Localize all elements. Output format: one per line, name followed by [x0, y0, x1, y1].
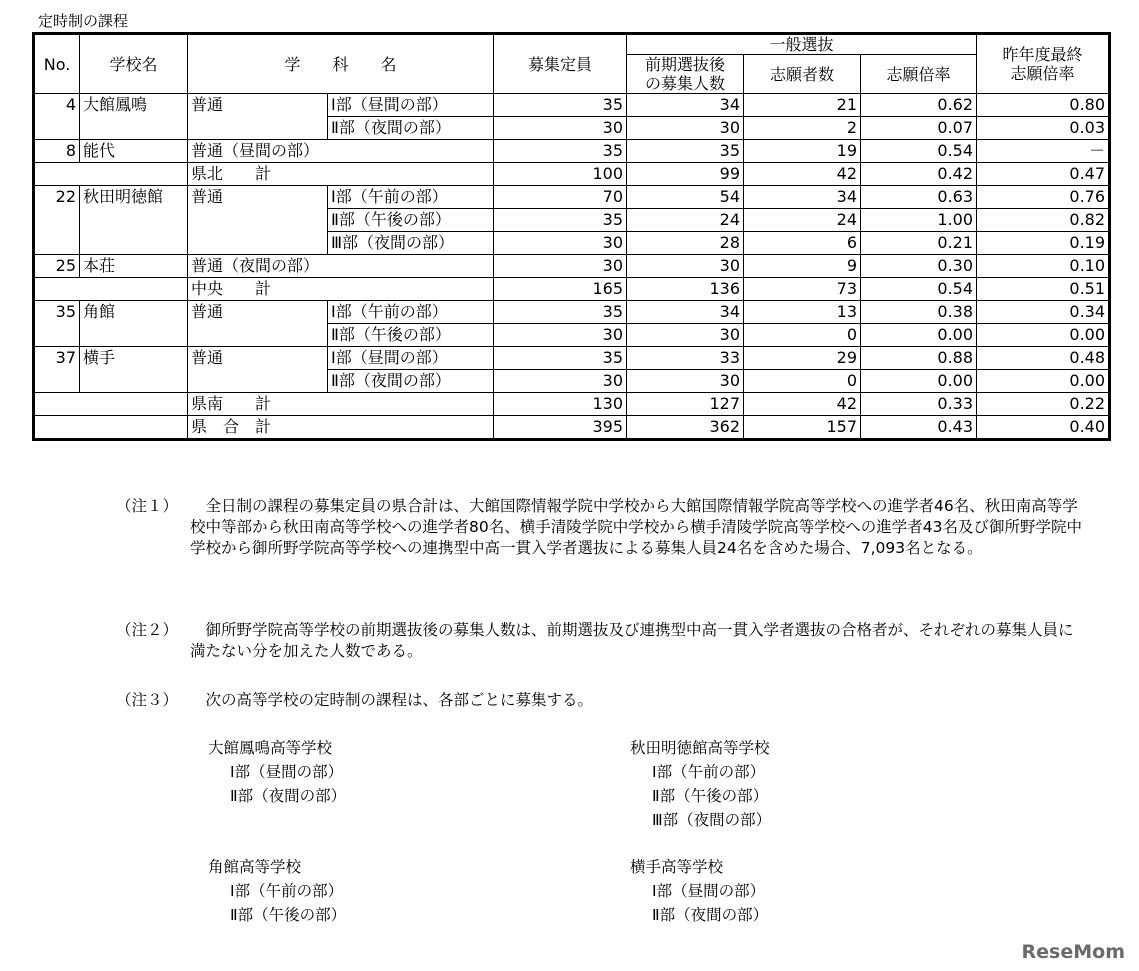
- header-school: 学校名: [80, 35, 188, 94]
- note-label: （注１）: [116, 497, 179, 515]
- capacity: 395: [494, 416, 627, 439]
- after-early: 127: [627, 393, 744, 416]
- ratio: 0.63: [861, 186, 977, 209]
- dept-akita-meitokukan: [630, 736, 771, 832]
- applicants: 42: [744, 393, 861, 416]
- applicants: 157: [744, 416, 861, 439]
- ratio: 0.42: [861, 163, 977, 186]
- note-label: （注２）: [116, 621, 179, 639]
- course: 普通（昼間の部）: [188, 140, 494, 163]
- applicants: 2: [744, 117, 861, 140]
- dept-part: Ⅲ部（夜間の部）: [652, 811, 772, 829]
- dept-part: Ⅱ部（夜間の部）: [230, 787, 347, 805]
- dept-school: 秋田明徳館高等学校: [630, 739, 770, 757]
- course: 普通: [188, 186, 328, 255]
- dept-part: Ⅰ部（午前の部）: [230, 882, 344, 900]
- header-general: 一般選抜: [627, 35, 977, 55]
- part: Ⅲ部（夜間の部）: [328, 232, 494, 255]
- capacity: 70: [494, 186, 627, 209]
- dept-part: Ⅰ部（午前の部）: [652, 763, 766, 781]
- note-text: 御所野学院高等学校の前期選抜後の募集人数は、前期選抜及び連携型中高一貫入学者選抜の合格者が、それぞれの募集人員に満たない分を加えた人数である。: [190, 621, 1074, 660]
- ratio: 0.88: [861, 347, 977, 370]
- last-ratio: 0.00: [977, 324, 1109, 347]
- capacity: 100: [494, 163, 627, 186]
- header-last-ratio: 昨年度最終 志願倍率: [977, 35, 1109, 94]
- school-name: 角館: [80, 301, 188, 347]
- after-early: 99: [627, 163, 744, 186]
- after-early: 54: [627, 186, 744, 209]
- table-row: [35, 186, 1109, 209]
- after-early: 136: [627, 278, 744, 301]
- dept-part: Ⅱ部（午後の部）: [230, 906, 347, 924]
- part: Ⅱ部（夜間の部）: [328, 370, 494, 393]
- part: Ⅱ部（午後の部）: [328, 209, 494, 232]
- table-row: [35, 140, 1109, 163]
- after-early: 35: [627, 140, 744, 163]
- ratio: 0.00: [861, 370, 977, 393]
- applicants: 29: [744, 347, 861, 370]
- dept-part: Ⅰ部（昼間の部）: [230, 763, 344, 781]
- header-capacity: 募集定員: [494, 35, 627, 94]
- dept-school: 大館鳳鳴高等学校: [208, 739, 333, 757]
- capacity: 30: [494, 232, 627, 255]
- ratio: 0.38: [861, 301, 977, 324]
- applicants: 42: [744, 163, 861, 186]
- dept-part: Ⅱ部（午後の部）: [652, 787, 769, 805]
- after-early: 33: [627, 347, 744, 370]
- subtotal-row: [35, 163, 1109, 186]
- table-row: [35, 347, 1109, 370]
- ratio: 1.00: [861, 209, 977, 232]
- last-ratio: 0.00: [977, 370, 1109, 393]
- enrollment-table: [34, 34, 1109, 439]
- school-name: 横手: [80, 347, 188, 393]
- capacity: 165: [494, 278, 627, 301]
- total-row: [35, 416, 1109, 439]
- header-ratio: 志願倍率: [861, 55, 977, 94]
- last-ratio: 0.51: [977, 278, 1109, 301]
- header-applicants: 志願者数: [744, 55, 861, 94]
- header-no: No.: [35, 35, 80, 94]
- after-early: 362: [627, 416, 744, 439]
- subtotal-row: [35, 278, 1109, 301]
- page-title: 定時制の課程: [38, 12, 129, 30]
- applicants: 13: [744, 301, 861, 324]
- resemom-logo: ReseMom: [1021, 941, 1125, 963]
- applicants: 34: [744, 186, 861, 209]
- ratio: 0.54: [861, 278, 977, 301]
- subtotal-label: 中央 計: [188, 278, 494, 301]
- last-ratio: 0.47: [977, 163, 1109, 186]
- after-early: 24: [627, 209, 744, 232]
- after-early: 34: [627, 94, 744, 117]
- school-name: 大館鳳鳴: [80, 94, 188, 140]
- part: Ⅱ部（午後の部）: [328, 324, 494, 347]
- capacity: 30: [494, 255, 627, 278]
- last-ratio: 0.19: [977, 232, 1109, 255]
- applicants: 24: [744, 209, 861, 232]
- last-ratio: 0.22: [977, 393, 1109, 416]
- course: 普通（夜間の部）: [188, 255, 494, 278]
- capacity: 35: [494, 140, 627, 163]
- after-early: 30: [627, 117, 744, 140]
- part: Ⅱ部（夜間の部）: [328, 117, 494, 140]
- last-ratio: 0.34: [977, 301, 1109, 324]
- after-early: 30: [627, 324, 744, 347]
- after-early: 30: [627, 370, 744, 393]
- table-row: [35, 94, 1109, 117]
- dept-yokote: [630, 855, 768, 927]
- last-ratio: －: [977, 140, 1109, 163]
- after-early: 34: [627, 301, 744, 324]
- school-no: 35: [35, 301, 80, 347]
- school-no: 22: [35, 186, 80, 255]
- ratio: 0.62: [861, 94, 977, 117]
- applicants: 0: [744, 324, 861, 347]
- school-name: 秋田明徳館: [80, 186, 188, 255]
- ratio: 0.43: [861, 416, 977, 439]
- course: 普通: [188, 301, 328, 347]
- table-row: [35, 301, 1109, 324]
- note-text: 全日制の課程の募集定員の県合計は、大館国際情報学院中学校から大館国際情報学院高等学校への進学者46名、秋田南高等学校中等部から秋田南高等学校への進学者80名、横手清陵学院中学校から横手清陵学院高等学校への進学者43名及び御所野学院中学校から御所野学院高等学校への連携型中高一貫入学者選抜による募集人員24名を含めた場合、7,093名となる。: [190, 497, 1082, 557]
- course: 普通: [188, 94, 328, 140]
- header-dept: 学 科 名: [188, 35, 494, 94]
- header-after-early: 前期選抜後 の募集人数: [627, 55, 744, 94]
- subtotal-row: [35, 393, 1109, 416]
- applicants: 6: [744, 232, 861, 255]
- capacity: 35: [494, 347, 627, 370]
- applicants: 19: [744, 140, 861, 163]
- dept-kakunodate: [208, 855, 346, 927]
- capacity: 35: [494, 301, 627, 324]
- school-name: 能代: [80, 140, 188, 163]
- applicants: 0: [744, 370, 861, 393]
- subtotal-label: 県南 計: [188, 393, 494, 416]
- after-early: 28: [627, 232, 744, 255]
- last-ratio: 0.80: [977, 94, 1109, 117]
- capacity: 30: [494, 370, 627, 393]
- dept-odate-homei: [208, 736, 346, 808]
- dept-part: Ⅰ部（昼間の部）: [652, 882, 766, 900]
- note-text: 次の高等学校の定時制の課程は、各部ごとに募集する。: [190, 691, 594, 709]
- school-no: 37: [35, 347, 80, 393]
- ratio: 0.21: [861, 232, 977, 255]
- part: Ⅰ部（午前の部）: [328, 301, 494, 324]
- dept-school: 横手高等学校: [630, 858, 724, 876]
- ratio: 0.30: [861, 255, 977, 278]
- school-name: 本荘: [80, 255, 188, 278]
- note-label: （注３）: [116, 691, 179, 709]
- applicants: 21: [744, 94, 861, 117]
- subtotal-label: 県北 計: [188, 163, 494, 186]
- capacity: 35: [494, 209, 627, 232]
- part: Ⅰ部（昼間の部）: [328, 94, 494, 117]
- last-ratio: 0.40: [977, 416, 1109, 439]
- table-row: [35, 255, 1109, 278]
- ratio: 0.07: [861, 117, 977, 140]
- dept-school: 角館高等学校: [208, 858, 302, 876]
- dept-part: Ⅱ部（夜間の部）: [652, 906, 769, 924]
- part: Ⅰ部（昼間の部）: [328, 347, 494, 370]
- part: Ⅰ部（午前の部）: [328, 186, 494, 209]
- last-ratio: 0.76: [977, 186, 1109, 209]
- school-no: 8: [35, 140, 80, 163]
- course: 普通: [188, 347, 328, 393]
- last-ratio: 0.10: [977, 255, 1109, 278]
- ratio: 0.00: [861, 324, 977, 347]
- capacity: 30: [494, 324, 627, 347]
- applicants: 9: [744, 255, 861, 278]
- capacity: 30: [494, 117, 627, 140]
- school-no: 4: [35, 94, 80, 140]
- applicants: 73: [744, 278, 861, 301]
- ratio: 0.54: [861, 140, 977, 163]
- last-ratio: 0.48: [977, 347, 1109, 370]
- capacity: 35: [494, 94, 627, 117]
- ratio: 0.33: [861, 393, 977, 416]
- after-early: 30: [627, 255, 744, 278]
- total-label: 県 合 計: [188, 416, 494, 439]
- last-ratio: 0.03: [977, 117, 1109, 140]
- capacity: 130: [494, 393, 627, 416]
- school-no: 25: [35, 255, 80, 278]
- last-ratio: 0.82: [977, 209, 1109, 232]
